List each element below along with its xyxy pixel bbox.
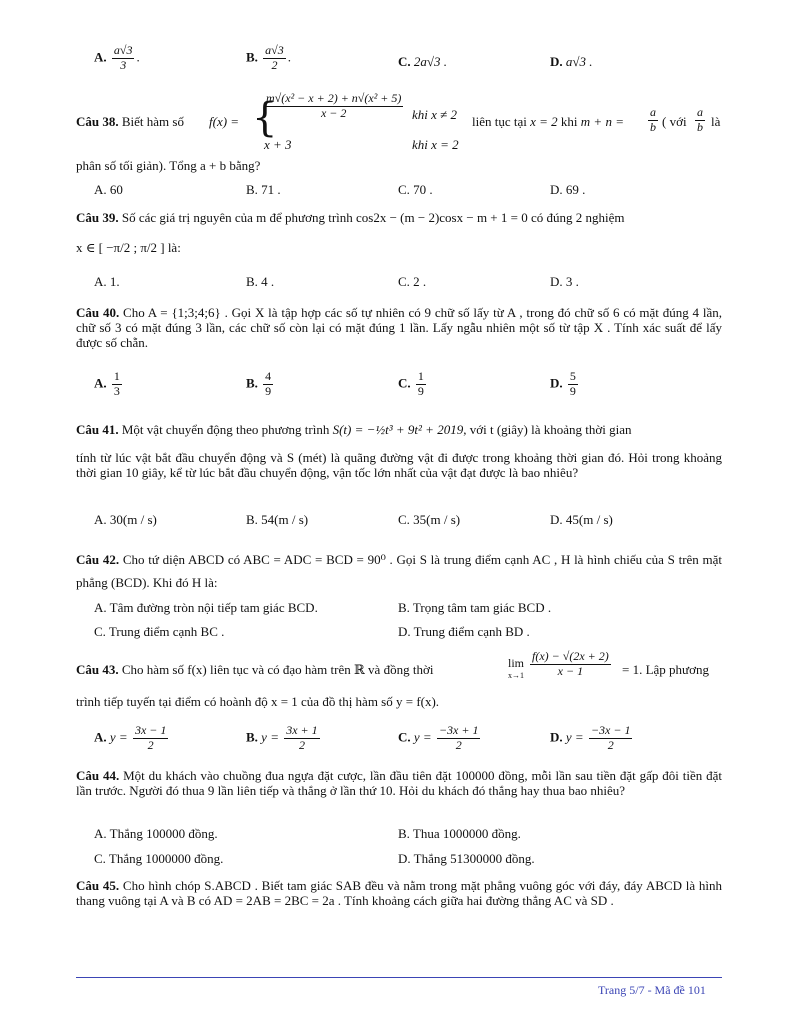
q39-line2: x ∈ [ −π/2 ; π/2 ] là: <box>76 240 181 255</box>
q45-text: Câu 45. Cho hình chóp S.ABCD . Biết tam giác SAB đều và nằm trong mặt phẳng vuông góc với đáy, đáy ABCD là hình thang vuông tại A và B có AD = 2AB = 2BC = 2a . Tính khoảng cách giữa hai đường thẳng AC và SD . <box>76 878 723 908</box>
q38-fraction-ab-2: $\frac{a}{b}$ <box>697 105 703 134</box>
q38-number: Câu 38. Biết hàm số <box>76 114 184 129</box>
q38-continuous-text: liên tục tại x = 2 khi m + n = <box>472 114 624 129</box>
q39-option-d: D. 3 . <box>550 274 579 289</box>
q42-option-b: B. Trọng tâm tam giác BCD . <box>398 600 552 615</box>
q37-option-d: D. a√3 . <box>550 54 593 69</box>
q41-line1: Câu 41. Một vật chuyển động theo phương trình S(t) = −½t³ + 9t² + 2019, với t (giây) là khoảng thời gian <box>76 422 632 437</box>
q44-option-c: C. Thắng 1000000 đồng. <box>94 851 224 866</box>
q40-option-c: C. $\frac{1}{9}$ <box>398 369 424 398</box>
q43-option-b: B. y = $\frac{3x + 1}{2}$ <box>246 723 318 752</box>
q38-option-c: C. 70 . <box>398 182 433 197</box>
q38-option-b: B. 71 . <box>246 182 281 197</box>
q43-line1: Câu 43. Cho hàm số f(x) liên tục và có đạo hàm trên ℝ và đồng thời <box>76 662 434 677</box>
q38-fraction-ab: $\frac{a}{b}$ <box>650 105 656 134</box>
page-footer: Trang 5/7 - Mã đề 101 <box>598 983 706 997</box>
q42-option-d: D. Trung điểm cạnh BD . <box>398 624 530 639</box>
q37-option-a: A. $\frac{a√3}{3}$ . <box>94 43 140 72</box>
q43-option-d: D. y = $\frac{-3x - 1}{2}$ <box>550 723 631 752</box>
q43-line2: trình tiếp tuyến tại điểm có hoành độ x = 1 của đồ thị hàm số y = f(x). <box>76 694 440 709</box>
q40-text: Câu 40. Cho A = {1;3;4;6} . Gọi X là tập hợp các số tự nhiên có 9 chữ số lấy từ A , trong đó chữ số 6 có mặt đúng 4 lần, chữ số 3 có mặt đúng 3 lần, các chữ số còn lại có mặt đúng 1 lần. Lấy ngẫu nhiên một số từ tập X . Tính xác suất để lấy được số chẵn. <box>76 305 723 350</box>
q37-option-b: B. $\frac{a√3}{2}$ . <box>246 43 292 72</box>
q39-option-c: C. 2 . <box>398 274 427 289</box>
q38-case1-condition: khi x ≠ 2 <box>412 107 458 122</box>
q39-option-a: A. 1. <box>94 274 120 289</box>
q38-case2: x + 3 <box>264 137 292 152</box>
q38-option-d: D. 69 . <box>550 182 586 197</box>
q44-option-b: B. Thua 1000000 đồng. <box>398 826 521 841</box>
q42-option-c: C. Trung điểm cạnh BC . <box>94 624 225 639</box>
q41-option-c: C. 35(m / s) <box>398 512 461 527</box>
q41-option-d: D. 45(m / s) <box>550 512 613 527</box>
q38-option-a: A. 60 <box>94 182 123 197</box>
q41-option-b: B. 54(m / s) <box>246 512 309 527</box>
q38-line2: phân số tối giản). Tổng a + b bằng? <box>76 158 261 173</box>
q40-option-a: A. $\frac{1}{3}$ <box>94 369 120 398</box>
q38-la-text: là <box>711 114 721 129</box>
q42-text: Câu 42. Cho tứ diện ABCD có ABC = ADC = BCD = 90⁰ . Gọi S là trung điểm cạnh AC , H là hình chiếu của S trên mặt phẳng (BCD). Khi đó H là: <box>76 552 723 590</box>
q43-limit-eq: = 1. Lập phương <box>622 662 709 677</box>
q43-option-c: C. y = $\frac{-3x + 1}{2}$ <box>398 723 479 752</box>
q40-option-d: D. $\frac{5}{9}$ <box>550 369 576 398</box>
q42-option-a: A. Tâm đường tròn nội tiếp tam giác BCD. <box>94 600 318 615</box>
q43-limit: lim x→1 <box>508 656 525 680</box>
q38-case1: $\frac{\text{m√(x² − x + 2) + n√(x² + 5)}}{x - 2}$ <box>266 91 402 120</box>
footer-rule <box>76 977 722 978</box>
q40-option-b: B. $\frac{4}{9}$ <box>246 369 272 398</box>
q41-text: tính từ lúc vật bắt đầu chuyển động và S (mét) là quãng đường vật đi được trong khoảng thời gian đó. Hỏi trong khoảng thời gian 10 giây, kể từ lúc bắt đầu chuyển động, vận tốc lớn nhất của vật đạt được là bao nhiêu? <box>76 450 722 480</box>
q41-option-a: A. 30(m / s) <box>94 512 157 527</box>
q38-case2-condition: khi x = 2 <box>412 137 459 152</box>
q44-option-d: D. Thắng 51300000 đồng. <box>398 851 535 866</box>
q38-brace: { <box>252 95 278 141</box>
q38-function: f(x) = <box>209 114 240 129</box>
q44-option-a: A. Thắng 100000 đồng. <box>94 826 218 841</box>
q43-limit-fraction: $\frac{f(x) - √(2x + 2)}{x - 1}$ <box>532 649 609 678</box>
q44-text: Câu 44. Một du khách vào chuồng đua ngựa đặt cược, lần đầu tiên đặt 100000 đồng, mỗi lần sau tiền đặt gấp đôi tiền đặt lần trước. Người đó thua 9 lần liên tiếp và thắng ở lần thứ 10. Hỏi du khách đó thắng hay thua bao nhiêu? <box>76 768 722 798</box>
q39-text: Câu 39. Số các giá trị nguyên của m để phương trình cos2x − (m − 2)cosx − m + 1 = 0 có đúng 2 nghiệm <box>76 210 625 225</box>
q38-with-text: ( với <box>662 114 687 129</box>
q39-option-b: B. 4 . <box>246 274 275 289</box>
q37-option-c: C. 2a√3 . <box>398 54 448 69</box>
q43-option-a: A. y = $\frac{3x - 1}{2}$ <box>94 723 167 752</box>
